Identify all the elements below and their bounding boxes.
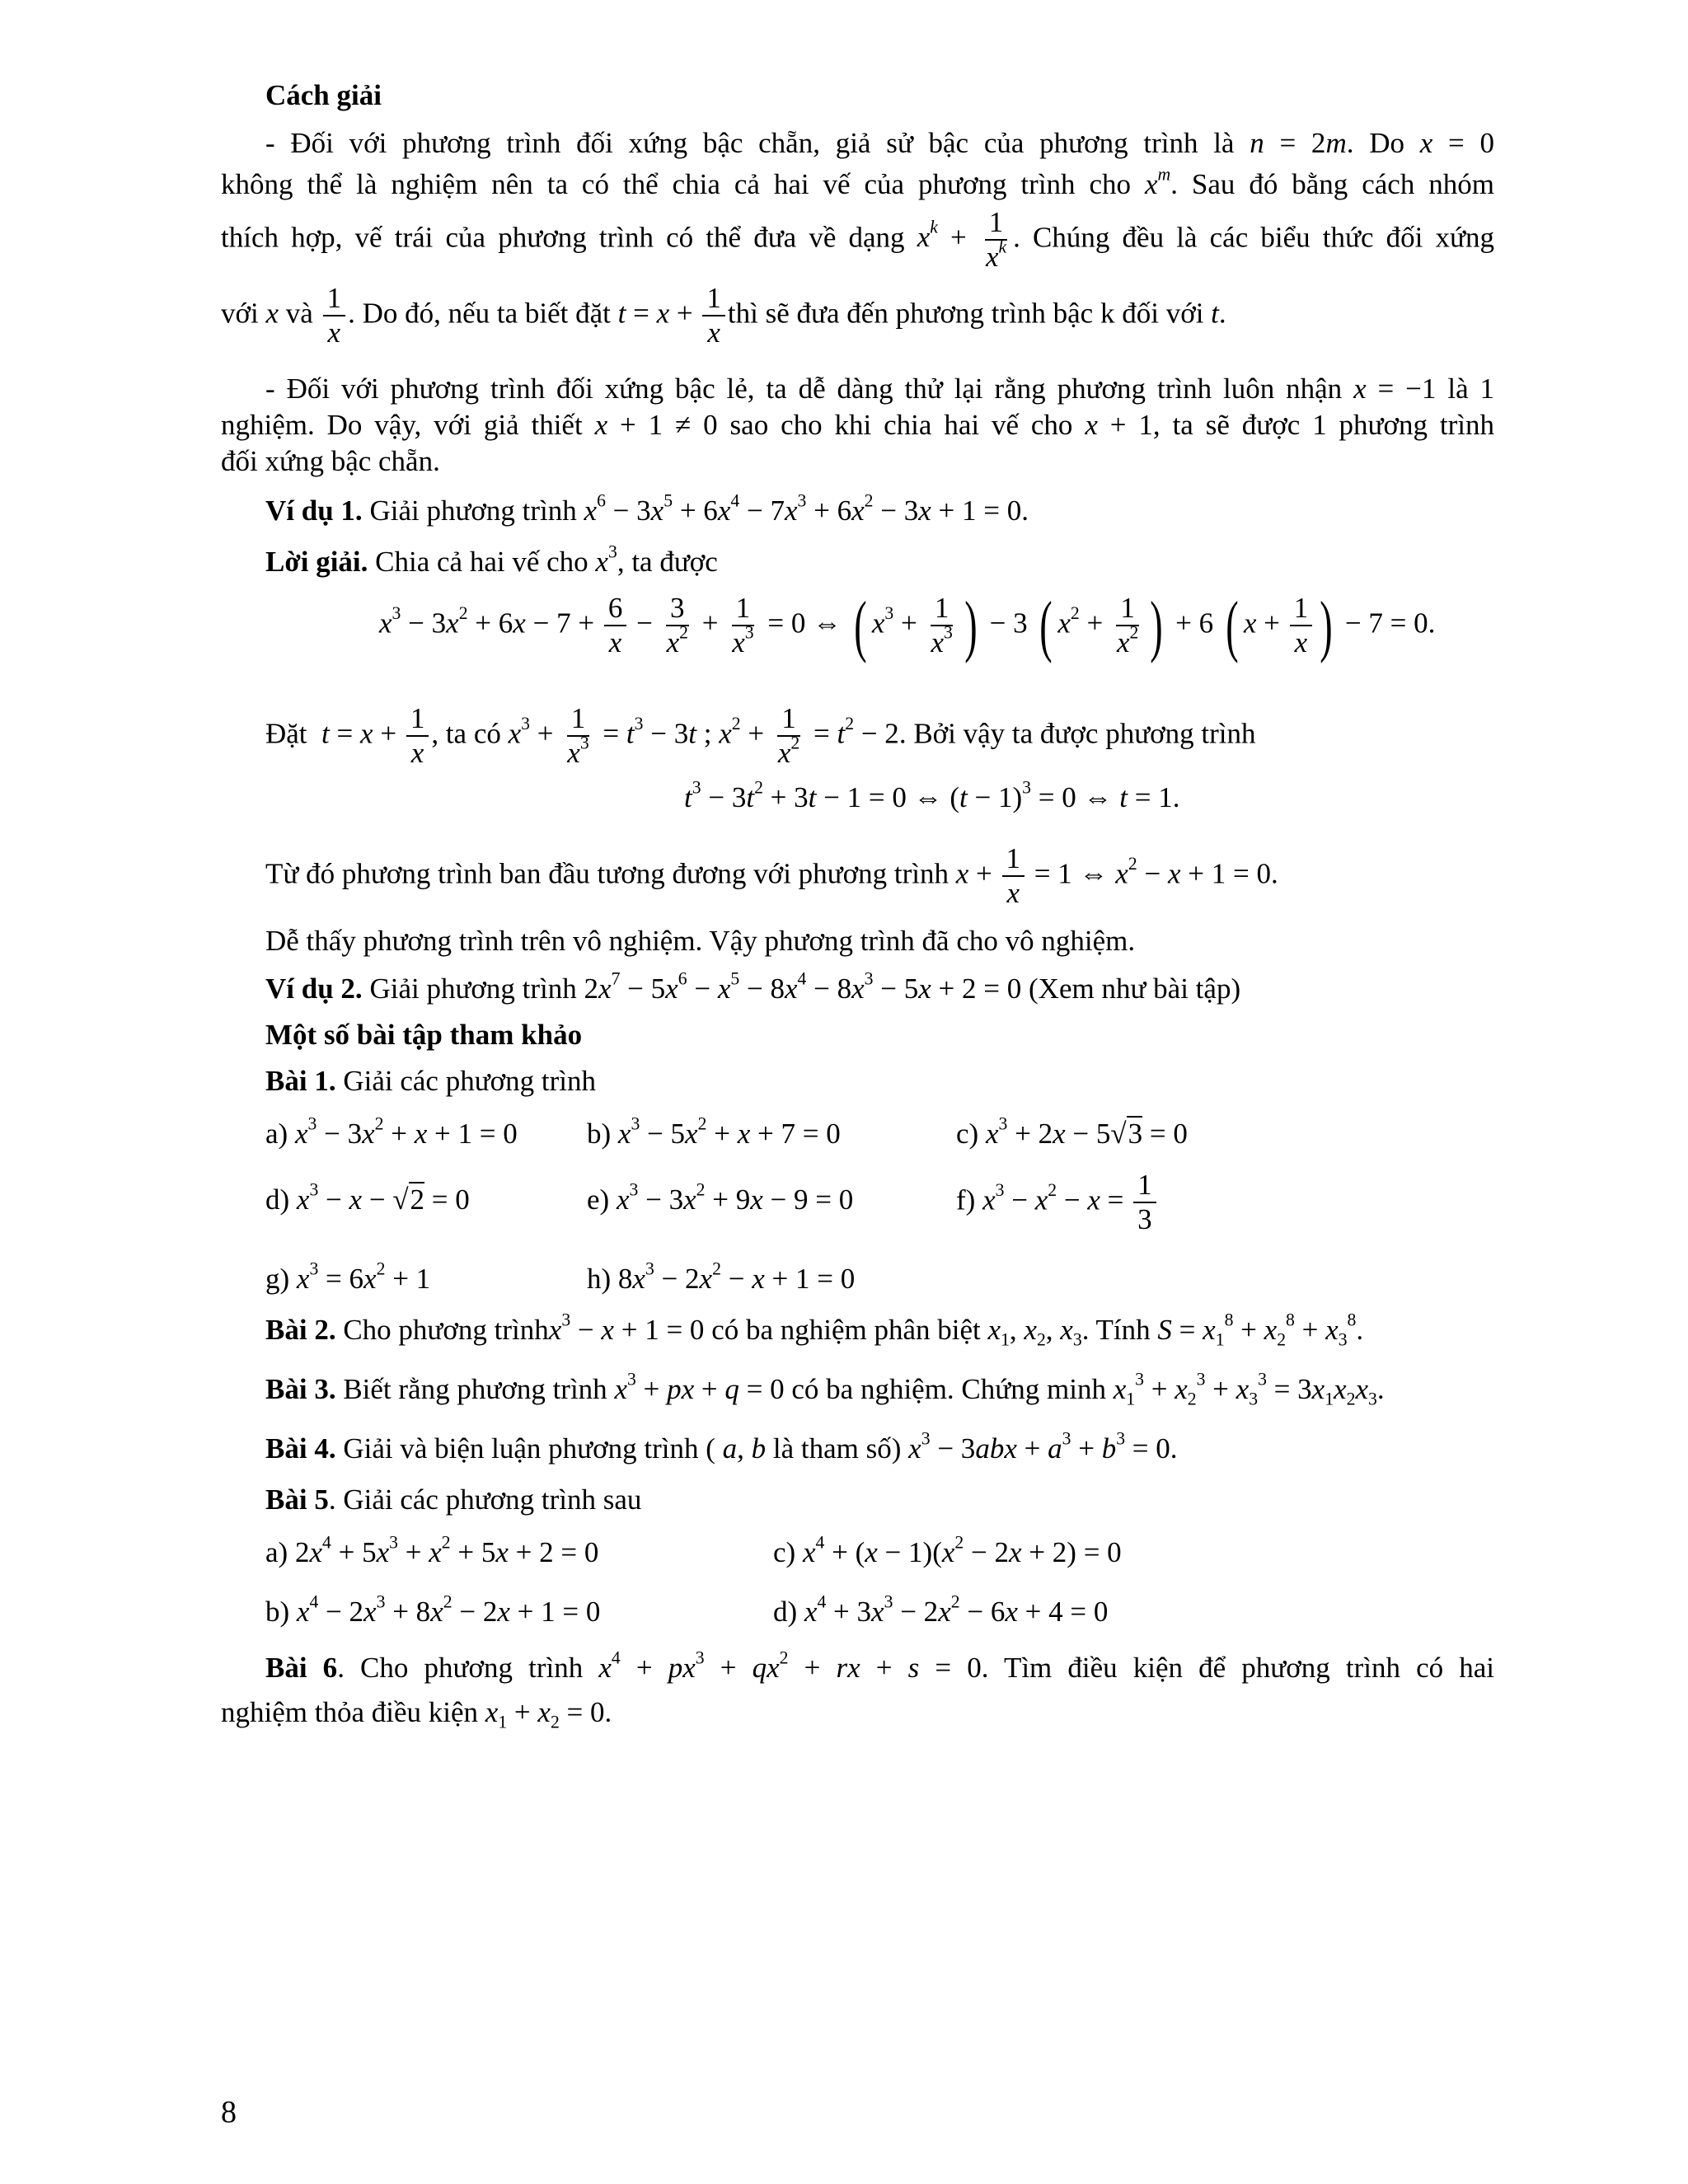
example-2-statement: Ví dụ 2. Giải phương trình $2x^7 - 5x^6 - x^5 - 8x^4 - 8x^3 - 5x + 2 = 0$ (Xem như bài tập) [265, 968, 1241, 1005]
example-1-statement: Ví dụ 1. Giải phương trình $x^6 - 3x^5 + 6x^4 - 7x^3 + 6x^2 - 3x + 1 = 0$. [265, 490, 1029, 527]
equivalence-line: Từ đó phương trình ban đầu tương đương với phương trình x + $\frac{1}{x}$ = 1 ⇔ $x^2 - x + 1 = 0$. [265, 842, 1278, 910]
paragraph-even-line-1: - Đối với phương trình đối xứng bậc chẵn, giả sử bậc của phương trình là n = 2m. Do x = 0 [265, 127, 1494, 159]
substitution-line: Đặt t = x + $\frac{1}{x}$ , ta có $x^3$ + $\frac{1}{x^3}$ = $t^3 - 3t$ ; $x^2$ + $\frac{1}{x^2}$ = $t^2 - 2$. Bởi vậy ta được phương trình [265, 702, 1256, 770]
reference-exercises-heading: Một số bài tập tham khảo [265, 1019, 583, 1051]
cubic-in-t-equation: $t^3 - 3t^2 + 3t - 1 = 0$ ⇔ $(t - 1)^3 = 0$ ⇔ t = 1. [684, 777, 1180, 813]
exercise-6-line-2: nghiệm thỏa điều kiện $x_1 + x_2 = 0$. [221, 1696, 612, 1732]
paragraph-odd-line-2: nghiệm. Do vậy, với giả thiết x + 1 ≠ 0 sao cho khi chia hai vế cho x + 1, ta sẽ được 1 phương trình [221, 409, 1495, 441]
example-1-solution-intro: Lời giải. Chia cả hai vế cho $x^3$, ta được [265, 541, 718, 578]
exercise-5c: c) $x^4 + (x - 1)(x^2 - 2x + 2) = 0$ [773, 1532, 1122, 1568]
exercise-1a: a) $x^3 - 3x^2 + x + 1 = 0$ [265, 1113, 518, 1150]
paragraph-odd-line-3: đối xứng bậc chẵn. [221, 445, 440, 477]
exercise-1b: b) $x^3 - 5x^2 + x + 7 = 0$ [587, 1113, 841, 1150]
heading-solution-method: Cách giải [265, 79, 382, 111]
paragraph-odd-line-1: - Đối với phương trình đối xứng bậc lẻ, ta dễ dàng thử lại rằng phương trình luôn nhận x = −1 là 1 [265, 373, 1495, 405]
exercise-6-line-1: Bài 6. Cho phương trình $x^4 + px^3 + qx^2$ + rx + s = 0. Tìm điều kiện để phương trình có hai [265, 1647, 1495, 1684]
page-number: 8 [221, 2095, 237, 2130]
equation-divided-form: $x^3 - 3x^2 + 6x - 7$ + $\frac{6}{x}$ − $\frac{3}{x^2}$ + $\frac{1}{x^3}$ = 0 ⇔ ( $x^3$ + $\frac{1}{x^3}$ ) − 3 ( $x^2$ + $\frac{1}{x^2}$ ) + 6 ( x + $\frac{1}{x}$ ) − 7 = 0. [379, 587, 1436, 664]
exercise-5a: a) $2x^4 + 5x^3 + x^2 + 5x + 2 = 0$ [265, 1532, 599, 1568]
exercise-5b: b) $x^4 - 2x^3 + 8x^2 - 2x + 1 = 0$ [265, 1591, 601, 1628]
exercise-1e: e) $x^3 - 3x^2 + 9x - 9 = 0$ [587, 1179, 854, 1216]
paragraph-even-line-2: không thể là nghiệm nên ta có thể chia cả hai vế của phương trình cho $x^m$. Sau đó bằng cách nhóm [221, 164, 1494, 200]
example-1-conclusion: Dễ thấy phương trình trên vô nghiệm. Vậy phương trình đã cho vô nghiệm. [265, 925, 1136, 957]
exercise-3-statement: Bài 3. Biết rằng phương trình $x^3$ + px + q = 0 có ba nghiệm. Chứng minh $x_1^3 + x_2^3 + x_3^3 = 3x_1x_2x_3$. [265, 1369, 1385, 1409]
exercise-5d: d) $x^4 + 3x^3 - 2x^2 - 6x + 4 = 0$ [773, 1591, 1109, 1628]
exercise-1d: d) $x^3 - x - √2 = 0$ [265, 1179, 470, 1216]
exercise-2-statement: Bài 2. Cho phương trìnhx$^3$ − x + 1 = 0 có ba nghiệm phân biệt $x_1$, $x_2$, $x_3$. Tính $S = x_1^8 + x_2^8 + x_3^8$. [265, 1310, 1364, 1350]
exercise-1-statement: Bài 1. Giải các phương trình [265, 1065, 597, 1097]
paragraph-even-line-3: thích hợp, vế trái của phương trình có thể đưa về dạng $x^k$ + $\frac{1}{x^k}$ . Chúng đều là các biểu thức đối xứng [221, 206, 1494, 274]
exercise-1g: g) $x^3 = 6x^2 + 1$ [265, 1258, 431, 1295]
exercise-5-statement: Bài 5. Giải các phương trình sau [265, 1483, 642, 1516]
exercise-1f: f) $x^3 - x^2 - x$ = $\frac{1}{3}$ [956, 1169, 1159, 1237]
exercise-1c: c) $x^3 + 2x - 5√3 = 0$ [956, 1113, 1188, 1150]
exercise-4-statement: Bài 4. Giải và biện luận phương trình ( a, b là tham số) $x^3 - 3abx + a^3 + b^3 = 0$. [265, 1428, 1178, 1465]
exercise-1h: h) $8x^3 - 2x^2 - x + 1 = 0$ [587, 1258, 856, 1295]
paragraph-even-line-4: với x và $\frac{1}{x}$ . Do đó, nếu ta biết đặt t = x + $\frac{1}{x}$ thì sẽ đưa đến phương trình bậc k đối với t. [221, 282, 1226, 349]
